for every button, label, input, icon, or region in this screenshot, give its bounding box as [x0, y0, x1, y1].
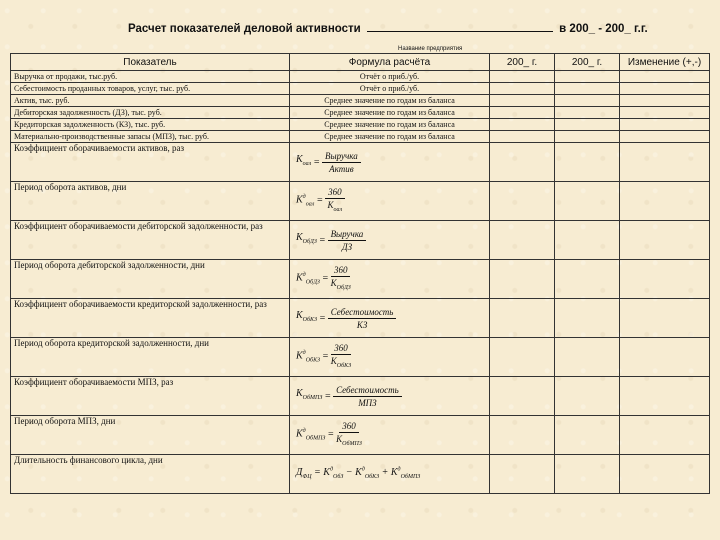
formula-symbol: K — [296, 350, 303, 362]
value-year2-cell[interactable] — [555, 416, 620, 455]
value-year2-cell[interactable] — [555, 83, 620, 95]
formula-numerator: Выручка — [322, 151, 361, 163]
formula-expression: $K_{оал}$ = $\frac{\text{Выручка}}{\text{Актив}}$ — [296, 151, 361, 174]
formula-den-symbol: Актив — [329, 163, 354, 174]
change-cell[interactable] — [620, 260, 710, 299]
formula-denominator — [342, 241, 352, 252]
formula-subscript: ОбДЗ — [302, 239, 317, 245]
change-cell[interactable] — [620, 143, 710, 182]
formula-operator: − — [345, 467, 353, 479]
formula-cell: Среднее значение по годам из баланса — [290, 107, 490, 119]
formula-den-subscript: оал — [333, 206, 343, 213]
formula-denominator — [331, 355, 351, 371]
cycle-formula: $Д_{ФЦ} = K^д_{ОбЗ} - K^д_{ОбКЗ} + K^д_{ОбМПЗ}$ — [296, 466, 421, 481]
value-year1-cell[interactable] — [490, 221, 555, 260]
value-year1-cell[interactable] — [490, 107, 555, 119]
value-year1-cell[interactable] — [490, 455, 555, 494]
activity-table — [10, 53, 710, 494]
value-year1-cell[interactable] — [490, 260, 555, 299]
formula-superscript: д — [302, 271, 306, 278]
formula-fraction — [328, 229, 367, 252]
formula-cell: Среднее значение по годам из баланса — [290, 131, 490, 143]
formula-symbol: K — [355, 467, 362, 479]
formula-den-symbol: ДЗ — [341, 241, 353, 252]
formula-fraction — [331, 343, 351, 371]
indicator-cell: Коэффициент оборачиваемости дебиторской задолженности, раз — [11, 221, 290, 260]
indicator-cell: Себестоимость проданных товаров, услуг, тыс. руб. — [11, 83, 290, 95]
indicator-cell: Период оборота активов, дни — [11, 182, 290, 221]
formula-expression: $K_{ОбКЗ}$ = $\frac{\text{Себестоимость}}{КЗ}$ — [296, 307, 396, 330]
change-cell[interactable] — [620, 299, 710, 338]
indicator-cell: Период оборота дебиторской задолженности, дни — [11, 260, 290, 299]
indicator-cell: Материально-производственные запасы (МПЗ), тыс. руб. — [11, 131, 290, 143]
formula-denominator — [357, 319, 367, 330]
formula-symbol: K — [296, 154, 303, 165]
col-year1-header: 200_ г. — [490, 54, 555, 71]
formula-subscript: ОбКЗ — [364, 474, 380, 481]
formula-symbol: K — [296, 232, 303, 243]
value-year1-cell[interactable] — [490, 71, 555, 83]
formula-cell: Среднее значение по годам из баланса — [290, 119, 490, 131]
value-year1-cell[interactable] — [490, 377, 555, 416]
formula-superscript: д — [397, 466, 401, 473]
formula-lhs — [296, 154, 311, 170]
value-year2-cell[interactable] — [555, 299, 620, 338]
table-row — [11, 455, 710, 494]
indicator-cell: Коэффициент оборачиваемости МПЗ, раз — [11, 377, 290, 416]
formula-cell: Среднее значение по годам из баланса — [290, 95, 490, 107]
formula-lhs — [296, 426, 325, 444]
table-header-row — [11, 54, 710, 71]
formula-fraction — [328, 307, 397, 330]
formula-cell — [290, 338, 490, 377]
title-part1: Расчет показателей деловой активности — [128, 23, 361, 35]
table-row — [11, 338, 710, 377]
formula-fraction — [331, 265, 351, 293]
formula-den-symbol: K — [330, 356, 337, 367]
title-part2: в 200_ - 200_ г.г. — [559, 23, 648, 35]
change-cell[interactable] — [620, 416, 710, 455]
formula-superscript: д — [302, 349, 306, 356]
value-year1-cell[interactable] — [490, 95, 555, 107]
value-year2-cell[interactable] — [555, 221, 620, 260]
formula-subscript: ОбДЗ — [305, 279, 320, 286]
formula-superscript: д — [302, 427, 306, 434]
formula-fraction — [322, 151, 361, 174]
change-cell[interactable] — [620, 338, 710, 377]
formula-fraction — [336, 421, 362, 449]
formula-subscript: ОбКЗ — [305, 357, 321, 364]
formula-symbol: K — [323, 467, 330, 479]
change-cell[interactable] — [620, 95, 710, 107]
value-year1-cell[interactable] — [490, 83, 555, 95]
indicator-cell: Кредиторская задолженность (КЗ), тыс. руб. — [11, 119, 290, 131]
formula-lhs — [296, 192, 314, 210]
formula-cell — [290, 377, 490, 416]
value-year2-cell[interactable] — [555, 338, 620, 377]
formula-den-symbol: K — [336, 434, 343, 445]
formula-den-symbol: K — [327, 200, 334, 211]
formula-fraction — [333, 385, 402, 408]
table-row — [11, 182, 710, 221]
formula-subscript: оал — [305, 201, 315, 208]
change-cell[interactable] — [620, 221, 710, 260]
table-row — [11, 95, 710, 107]
table-row — [11, 131, 710, 143]
formula-denominator — [358, 397, 376, 408]
formula-symbol: K — [390, 467, 398, 479]
formula-symbol: K — [296, 310, 303, 321]
formula-superscript: д — [329, 466, 334, 473]
indicator-cell: Коэффициент оборачиваемости активов, раз — [11, 143, 290, 182]
indicator-cell: Период оборота кредиторской задолженности, дни — [11, 338, 290, 377]
formula-den-symbol: МПЗ — [358, 397, 377, 408]
change-cell[interactable] — [620, 119, 710, 131]
formula-cell: Отчёт о приб./уб. — [290, 71, 490, 83]
formula-numerator: 360 — [325, 187, 345, 199]
value-year2-cell[interactable] — [555, 260, 620, 299]
formula-symbol: K — [296, 428, 303, 440]
formula-denominator — [328, 199, 343, 215]
table-row — [11, 83, 710, 95]
formula-subscript: оал — [302, 161, 312, 167]
value-year2-cell[interactable] — [555, 107, 620, 119]
formula-fraction — [325, 187, 345, 215]
formula-superscript: д — [361, 466, 365, 473]
change-cell[interactable] — [620, 83, 710, 95]
formula-subscript: ОбЗ — [333, 474, 344, 481]
formula-subscript: ОбМПЗ — [305, 435, 326, 442]
col-year2-header: 200_ г. — [555, 54, 620, 71]
company-name-blank[interactable] — [367, 22, 553, 32]
change-cell[interactable] — [620, 131, 710, 143]
formula-subscript: ФЦ — [302, 474, 312, 481]
value-year1-cell[interactable] — [490, 131, 555, 143]
formula-expression: $K_{ОбМПЗ}$ = $\frac{\text{Себестоимость}}{\text{МПЗ}}$ — [296, 385, 402, 408]
formula-expression: $K^д_{ОбМПЗ}$ = $\frac{360}{K_{ОбМПЗ}}$ — [296, 421, 362, 447]
change-cell[interactable] — [620, 455, 710, 494]
indicator-cell: Период оборота МПЗ, дни — [11, 416, 290, 455]
table-row — [11, 71, 710, 83]
table-row — [11, 416, 710, 455]
company-caption: Название предприятия — [398, 46, 463, 52]
indicator-cell: Выручка от продажи, тыс.руб. — [11, 71, 290, 83]
formula-numerator: 360 — [331, 265, 351, 277]
formula-den-symbol: КЗ — [356, 319, 368, 330]
formula-denominator — [336, 433, 362, 449]
formula-numerator: Себестоимость — [333, 385, 402, 397]
formula-lhs — [296, 348, 320, 366]
indicator-cell: Актив, тыс. руб. — [11, 95, 290, 107]
formula-superscript: д — [302, 193, 306, 200]
formula-cell — [290, 455, 490, 494]
formula-subscript: ОбМПЗ — [400, 474, 421, 481]
value-year2-cell[interactable] — [555, 71, 620, 83]
value-year2-cell[interactable] — [555, 182, 620, 221]
table-row — [11, 119, 710, 131]
value-year2-cell[interactable] — [555, 131, 620, 143]
formula-expression: $K^д_{ОбДЗ}$ = $\frac{360}{K_{ОбДЗ}}$ — [296, 265, 351, 291]
table-row — [11, 377, 710, 416]
formula-lhs — [296, 270, 320, 288]
formula-expression: $K^д_{оал}$ = $\frac{360}{K_{оал}}$ — [296, 187, 345, 215]
value-year1-cell[interactable] — [490, 299, 555, 338]
formula-den-subscript: ОбДЗ — [336, 284, 351, 291]
formula-symbol: Д — [296, 467, 303, 479]
page-title — [128, 22, 648, 35]
formula-subscript: ОбМПЗ — [302, 395, 323, 401]
indicator-cell: Дебиторская задолженность (ДЗ), тыс. руб. — [11, 107, 290, 119]
formula-expression: $K^д_{ОбКЗ}$ = $\frac{360}{K_{ОбКЗ}}$ — [296, 343, 352, 369]
indicator-cell: Коэффициент оборачиваемости кредиторской задолженности, раз — [11, 299, 290, 338]
change-cell[interactable] — [620, 182, 710, 221]
formula-symbol: K — [296, 388, 303, 399]
value-year2-cell[interactable] — [555, 119, 620, 131]
value-year2-cell[interactable] — [555, 143, 620, 182]
table-row — [11, 107, 710, 119]
formula-cell: Отчёт о приб./уб. — [290, 83, 490, 95]
formula-cell — [290, 416, 490, 455]
formula-cell — [290, 260, 490, 299]
formula-cell — [290, 182, 490, 221]
formula-operator: + — [381, 467, 389, 479]
col-indicator-header: Показатель — [11, 54, 290, 71]
value-year1-cell[interactable] — [490, 182, 555, 221]
formula-lhs — [296, 388, 322, 404]
formula-numerator: 360 — [331, 343, 351, 355]
value-year1-cell[interactable] — [490, 119, 555, 131]
change-cell[interactable] — [620, 377, 710, 416]
formula-den-subscript: ОбМПЗ — [342, 440, 362, 447]
value-year2-cell[interactable] — [555, 377, 620, 416]
value-year1-cell[interactable] — [490, 143, 555, 182]
formula-denominator — [329, 163, 354, 174]
change-cell[interactable] — [620, 107, 710, 119]
formula-den-subscript: ОбКЗ — [336, 362, 352, 369]
table-row — [11, 260, 710, 299]
value-year1-cell[interactable] — [490, 416, 555, 455]
formula-numerator: 360 — [339, 421, 359, 433]
formula-cell — [290, 221, 490, 260]
value-year2-cell[interactable] — [555, 95, 620, 107]
formula-den-symbol: K — [330, 278, 337, 289]
table-row — [11, 143, 710, 182]
formula-symbol: K — [296, 272, 303, 284]
formula-lhs — [296, 232, 317, 248]
col-change-header: Изменение (+,-) — [620, 54, 710, 71]
value-year2-cell[interactable] — [555, 455, 620, 494]
formula-numerator: Себестоимость — [328, 307, 397, 319]
table-row — [11, 221, 710, 260]
formula-cell — [290, 299, 490, 338]
col-formula-header: Формула расчёта — [290, 54, 490, 71]
value-year1-cell[interactable] — [490, 338, 555, 377]
formula-subscript: ОбКЗ — [302, 317, 317, 323]
table-row — [11, 299, 710, 338]
formula-lhs — [296, 310, 317, 326]
indicator-cell: Длительность финансового цикла, дни — [11, 455, 290, 494]
formula-numerator: Выручка — [328, 229, 367, 241]
formula-expression: $K_{ОбДЗ}$ = $\frac{\text{Выручка}}{ДЗ}$ — [296, 229, 366, 252]
formula-denominator — [331, 277, 351, 293]
formula-cell — [290, 143, 490, 182]
change-cell[interactable] — [620, 71, 710, 83]
formula-symbol: K — [296, 194, 303, 206]
